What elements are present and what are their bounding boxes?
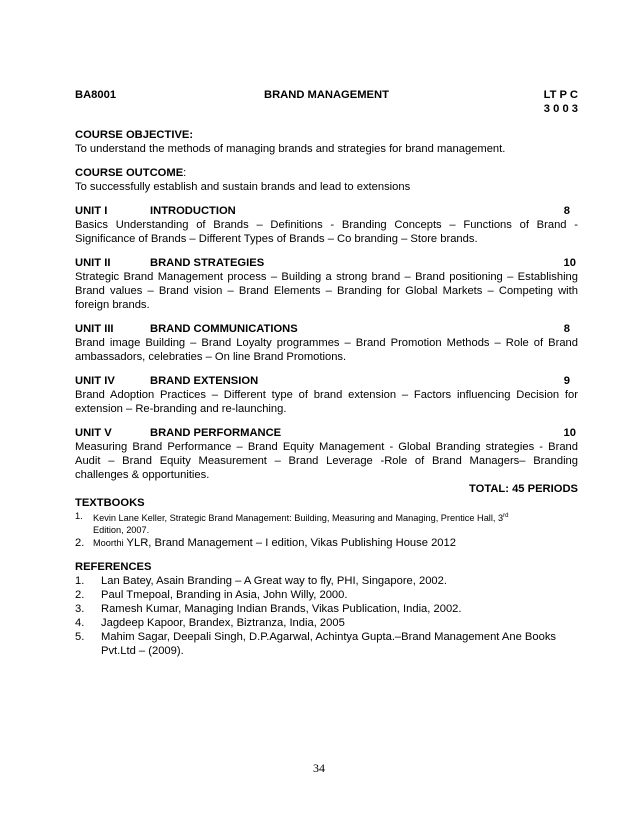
references-heading: REFERENCES	[75, 561, 152, 574]
reference-number: 5.	[75, 631, 85, 644]
unit-title: BRAND STRATEGIES	[150, 257, 265, 269]
references-section	[75, 560, 578, 658]
outcome-heading: COURSE OUTCOME	[75, 167, 184, 179]
unit-content: Basics Understanding of Brands – Definitions - Branding Concepts – Functions of Brand - Significance of Brands – Different Types of Brands – Co branding – Store brands.	[75, 219, 578, 245]
outcome-section	[75, 166, 578, 194]
textbook-item	[75, 536, 578, 550]
reference-item	[75, 630, 578, 658]
total-periods: TOTAL: 45 PERIODS	[469, 483, 578, 495]
unit-number: UNIT IV	[75, 375, 115, 387]
unit-content: Brand image Building – Brand Loyalty programmes – Brand Promotion Methods – Role of Brand ambassadors, celebraties – On line Brand Promotions.	[75, 337, 578, 363]
unit-heading	[75, 426, 578, 440]
course-header	[75, 88, 578, 116]
unit-title: BRAND EXTENSION	[150, 375, 259, 387]
ltpc-label: LT P C	[543, 89, 578, 101]
reference-item	[75, 602, 578, 616]
reference-item	[75, 588, 578, 602]
unit-number: UNIT II	[75, 257, 111, 269]
unit-hours: 8	[563, 323, 570, 335]
textbook-number: 2.	[75, 537, 85, 550]
unit-number: UNIT I	[75, 205, 108, 217]
reference-text: Mahim Sagar, Deepali Singh, D.P.Agarwal, Achintya Gupta.–Brand Management Ane Books Pvt.Ltd – (2009).	[101, 631, 557, 658]
unit-heading	[75, 204, 578, 218]
unit-title: BRAND PERFORMANCE	[150, 427, 282, 439]
unit-heading	[75, 322, 578, 336]
textbook-number: 1.	[75, 511, 83, 521]
unit-content: Brand Adoption Practices – Different type of brand extension – Factors influencing Decision for extension – Re-branding and re-launching.	[75, 389, 578, 415]
reference-text: Paul Tmepoal, Branding in Asia, John Willy, 2000.	[101, 589, 348, 602]
unit-content: Strategic Brand Management process – Building a strong brand – Brand positioning – Establishing Brand values – Brand vision – Brand Elements – Branding for Global Markets – Competing with foreign brands.	[75, 271, 578, 311]
objective-text: To understand the methods of managing brands and strategies for brand management.	[75, 143, 506, 155]
unit-section	[75, 256, 578, 312]
unit-number: UNIT III	[75, 323, 114, 335]
reference-text: Ramesh Kumar, Managing Indian Brands, Vikas Publication, India, 2002.	[101, 603, 462, 616]
course-title: BRAND MANAGEMENT	[264, 89, 389, 101]
reference-number: 2.	[75, 589, 85, 602]
textbook-item	[75, 510, 578, 536]
reference-text: Lan Batey, Asain Branding – A Great way to fly, PHI, Singapore, 2002.	[101, 575, 447, 588]
objective-section	[75, 128, 578, 156]
unit-section	[75, 374, 578, 416]
outcome-text: To successfully establish and sustain brands and lead to extensions	[75, 181, 411, 193]
textbooks-heading: TEXTBOOKS	[75, 497, 145, 509]
unit-hours: 9	[563, 375, 570, 387]
reference-number: 3.	[75, 603, 85, 616]
unit-hours: 8	[563, 205, 570, 217]
ltpc-values: 3 0 0 3	[543, 103, 578, 115]
reference-text: Jagdeep Kapoor, Brandex, Biztranza, India, 2005	[101, 617, 345, 630]
unit-hours: 10	[563, 427, 576, 439]
textbook-text: Kevin Lane Keller, Strategic Brand Management: Building, Measuring and Managing, Prentice Hall, 3	[93, 513, 504, 524]
textbook-superscript: rd	[503, 513, 509, 519]
reference-item	[75, 616, 578, 630]
unit-title: INTRODUCTION	[150, 205, 236, 217]
page-number: 34	[313, 761, 325, 775]
syllabus-page	[75, 88, 578, 658]
textbooks-section	[75, 496, 578, 550]
reference-item	[75, 574, 578, 588]
unit-number: UNIT V	[75, 427, 112, 439]
unit-content: Measuring Brand Performance – Brand Equity Management - Global Branding strategies - Brand Audit – Brand Equity Measurement – Brand Leverage -Role of Brand Managers– Branding challenges & opportunities.	[75, 441, 578, 481]
reference-number: 4.	[75, 617, 85, 630]
ltpc-block	[544, 88, 578, 116]
unit-hours: 10	[563, 257, 576, 269]
unit-title: BRAND COMMUNICATIONS	[150, 323, 298, 335]
unit-section	[75, 426, 578, 482]
textbook-text-continued: Edition, 2007.	[93, 525, 150, 536]
textbook-text: YLR, Brand Management – I edition, Vikas Publishing House 2012	[123, 537, 456, 550]
unit-heading	[75, 374, 578, 388]
outcome-colon: :	[183, 167, 187, 179]
unit-section	[75, 322, 578, 364]
unit-section	[75, 204, 578, 246]
textbook-author-prefix: Moorthi	[93, 538, 124, 549]
unit-heading	[75, 256, 578, 270]
reference-number: 1.	[75, 575, 85, 588]
course-code: BA8001	[75, 89, 117, 101]
objective-heading: COURSE OBJECTIVE:	[75, 129, 194, 141]
